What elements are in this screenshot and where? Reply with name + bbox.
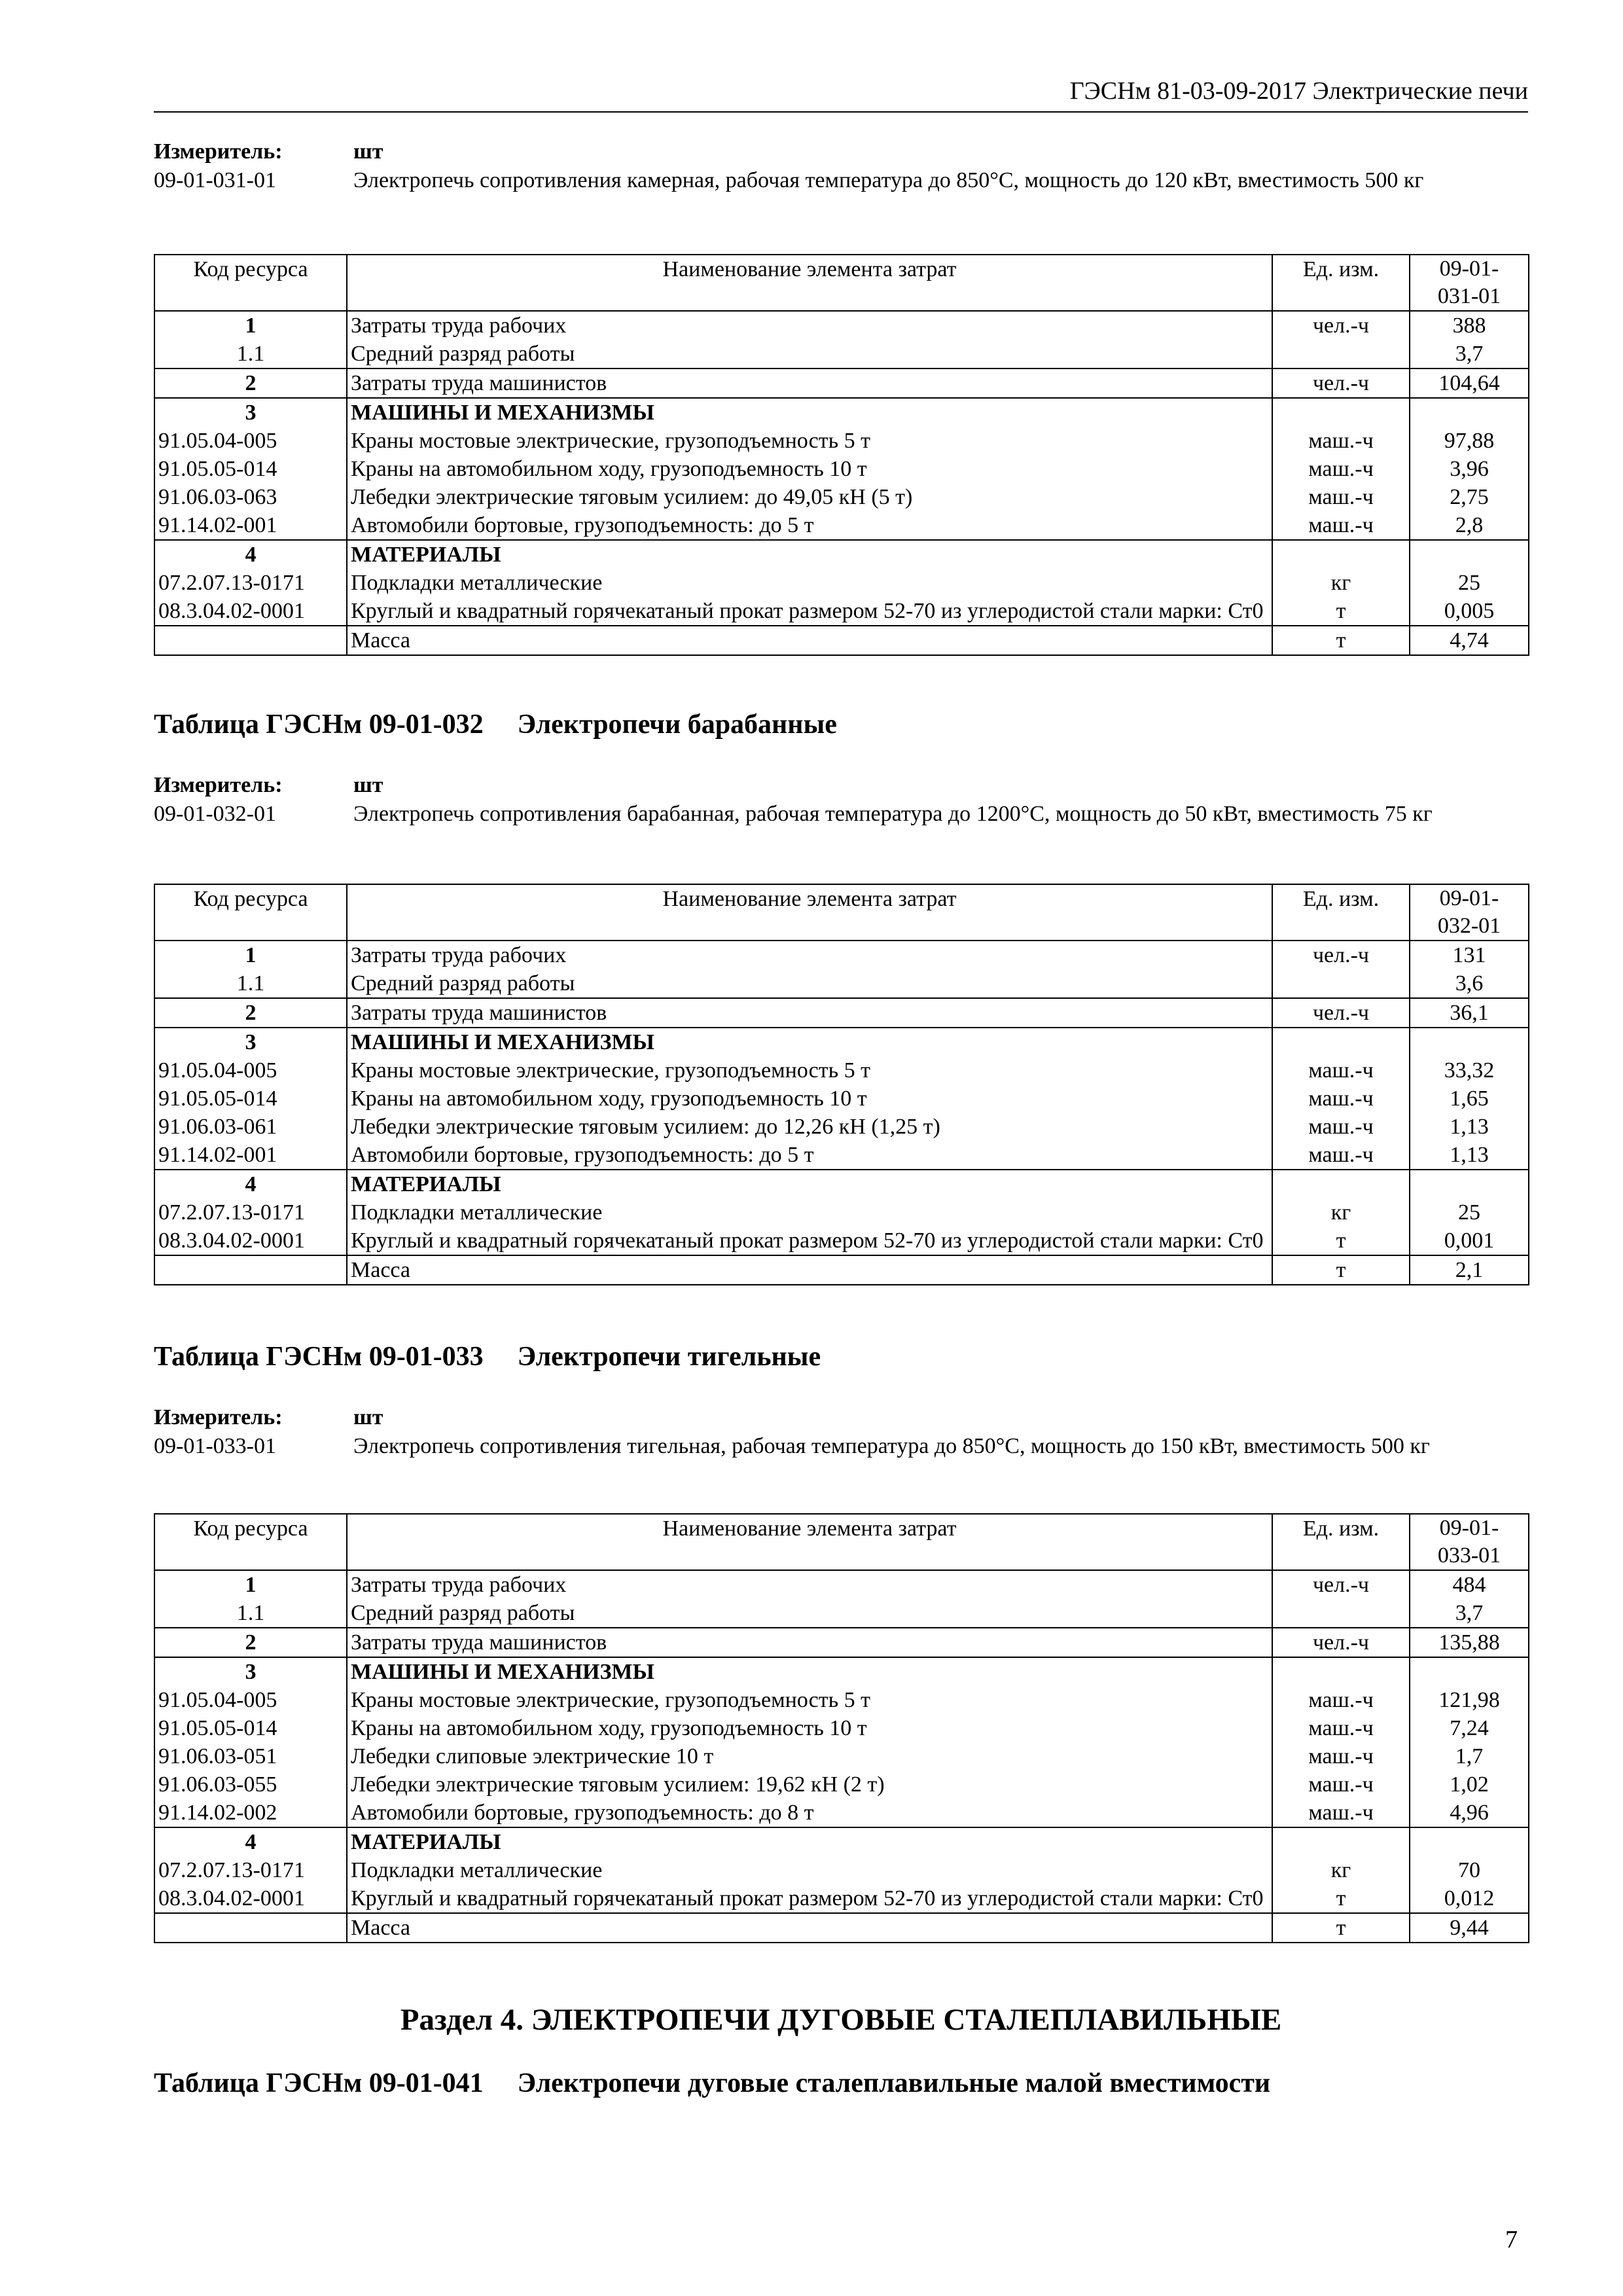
row-name: Затраты труда машинистов — [347, 368, 1272, 398]
row-unit: чел.-ч — [1272, 941, 1410, 969]
row-name: Масса — [347, 1255, 1272, 1285]
row-code: 91.14.02-002 — [154, 1799, 347, 1827]
table-name: Электропечи дуговые сталеплавильные малой вместимости — [517, 2068, 1271, 2098]
row-value: 1,13 — [1410, 1113, 1529, 1141]
row-value: 97,88 — [1410, 427, 1529, 455]
row-value: 7,24 — [1410, 1714, 1529, 1742]
row-unit: маш.-ч — [1272, 511, 1410, 540]
row-code: 91.05.05-014 — [154, 1714, 347, 1742]
table-number: Таблица ГЭСНм 09-01-041 — [154, 2068, 484, 2098]
row-unit: т — [1272, 597, 1410, 626]
table-title — [154, 2067, 1270, 2100]
row-code: 3 — [154, 1657, 347, 1686]
table-row — [154, 1227, 1529, 1255]
measurer-unit: шт — [353, 773, 383, 797]
row-name: Масса — [347, 1913, 1272, 1943]
measurer-block — [154, 137, 1528, 195]
row-name: Масса — [347, 626, 1272, 655]
row-name: Краны мостовые электрические, грузоподъемность 5 т — [347, 1686, 1272, 1714]
row-value: 121,98 — [1410, 1686, 1529, 1714]
col-code-header: Код ресурса — [154, 255, 347, 311]
row-name: Круглый и квадратный горячекатаный прокат размером 52-70 из углеродистой стали марки: Ст0 — [347, 1884, 1272, 1913]
row-unit — [1272, 1599, 1410, 1628]
measurer-label: Измеритель: — [154, 1405, 283, 1429]
table-row — [154, 1170, 1529, 1198]
table-row — [154, 1113, 1529, 1141]
row-name: Затраты труда машинистов — [347, 1628, 1272, 1657]
measurer-block — [154, 771, 1528, 829]
row-name: Краны мостовые электрические, грузоподъемность 5 т — [347, 427, 1272, 455]
resource-table-block — [154, 254, 1528, 656]
table-row — [154, 511, 1529, 540]
row-value: 104,64 — [1410, 368, 1529, 398]
table-header-row — [154, 1514, 1529, 1570]
table-row — [154, 1255, 1529, 1285]
row-unit: маш.-ч — [1272, 1085, 1410, 1113]
row-name: МАТЕРИАЛЫ — [347, 540, 1272, 569]
table-row — [154, 1686, 1529, 1714]
row-name: Средний разряд работы — [347, 1599, 1272, 1628]
row-name: МАТЕРИАЛЫ — [347, 1170, 1272, 1198]
resource-table — [154, 254, 1529, 656]
table-row — [154, 1599, 1529, 1628]
row-code — [154, 1255, 347, 1285]
table-row — [154, 455, 1529, 483]
row-code: 91.06.03-061 — [154, 1113, 347, 1141]
row-value: 3,7 — [1410, 340, 1529, 368]
row-value: 4,96 — [1410, 1799, 1529, 1827]
row-value: 0,001 — [1410, 1227, 1529, 1255]
page-header: ГЭСНм 81-03-09-2017 Электрические печи — [154, 72, 1528, 113]
row-name: Подкладки металлические — [347, 569, 1272, 597]
table-row — [154, 1799, 1529, 1827]
table-row — [154, 311, 1529, 340]
row-value: 2,75 — [1410, 483, 1529, 511]
table-row — [154, 1742, 1529, 1770]
row-unit: чел.-ч — [1272, 998, 1410, 1028]
row-code: 2 — [154, 368, 347, 398]
table-row — [154, 1141, 1529, 1170]
row-name: Лебедки слиповые электрические 10 т — [347, 1742, 1272, 1770]
table-row — [154, 569, 1529, 597]
measurer-block — [154, 1403, 1528, 1461]
table-row — [154, 1884, 1529, 1913]
row-value: 25 — [1410, 569, 1529, 597]
resource-table — [154, 1513, 1529, 1943]
row-code: 91.05.04-005 — [154, 1056, 347, 1085]
row-unit: маш.-ч — [1272, 1799, 1410, 1827]
table-title — [154, 1340, 821, 1373]
table-row — [154, 1714, 1529, 1742]
table-row — [154, 597, 1529, 626]
row-name: МАШИНЫ И МЕХАНИЗМЫ — [347, 398, 1272, 427]
row-code: 1.1 — [154, 969, 347, 998]
row-value: 33,32 — [1410, 1056, 1529, 1085]
row-value: 36,1 — [1410, 998, 1529, 1028]
row-unit: кг — [1272, 1198, 1410, 1227]
table-row — [154, 1056, 1529, 1085]
row-unit — [1272, 969, 1410, 998]
row-code: 08.3.04.02-0001 — [154, 1884, 347, 1913]
col-value-header: 09-01- 033-01 — [1410, 1514, 1529, 1570]
measurer-unit: шт — [353, 1405, 383, 1429]
row-value: 3,6 — [1410, 969, 1529, 998]
table-number: Таблица ГЭСНм 09-01-033 — [154, 1342, 484, 1372]
table-row — [154, 427, 1529, 455]
row-value: 388 — [1410, 311, 1529, 340]
row-name: Краны на автомобильном ходу, грузоподъемность 10 т — [347, 455, 1272, 483]
row-unit: т — [1272, 1913, 1410, 1943]
norm-code: 09-01-033-01 — [154, 1434, 276, 1458]
page-number: 7 — [1505, 2226, 1518, 2253]
row-name: Затраты труда машинистов — [347, 998, 1272, 1028]
row-name: МАШИНЫ И МЕХАНИЗМЫ — [347, 1657, 1272, 1686]
row-name: Затраты труда рабочих — [347, 1570, 1272, 1599]
row-name: МАШИНЫ И МЕХАНИЗМЫ — [347, 1028, 1272, 1056]
norm-code: 09-01-032-01 — [154, 802, 276, 826]
row-value: 0,005 — [1410, 597, 1529, 626]
section-title: Раздел 4. ЭЛЕКТРОПЕЧИ ДУГОВЫЕ СТАЛЕПЛАВИЛЬНЫЕ — [400, 2003, 1282, 2037]
row-code: 2 — [154, 998, 347, 1028]
row-unit: чел.-ч — [1272, 311, 1410, 340]
col-unit-header: Ед. изм. — [1272, 884, 1410, 941]
resource-table-block — [154, 884, 1528, 1285]
table-name: Электропечи барабанные — [517, 709, 837, 740]
table-row — [154, 398, 1529, 427]
table-row — [154, 540, 1529, 569]
table-row — [154, 1913, 1529, 1943]
measurer-unit: шт — [353, 139, 383, 164]
col-value-header: 09-01- 031-01 — [1410, 255, 1529, 311]
resource-table-block — [154, 1513, 1528, 1943]
row-code: 4 — [154, 1827, 347, 1856]
row-code: 91.05.05-014 — [154, 1085, 347, 1113]
row-code: 2 — [154, 1628, 347, 1657]
row-unit: т — [1272, 1884, 1410, 1913]
row-value: 25 — [1410, 1198, 1529, 1227]
row-unit: маш.-ч — [1272, 1770, 1410, 1799]
row-value: 131 — [1410, 941, 1529, 969]
row-name: Средний разряд работы — [347, 340, 1272, 368]
row-unit: т — [1272, 1227, 1410, 1255]
table-row — [154, 1570, 1529, 1599]
table-name: Электропечи тигельные — [517, 1342, 821, 1372]
row-unit: маш.-ч — [1272, 1141, 1410, 1170]
table-row — [154, 941, 1529, 969]
row-unit: т — [1272, 626, 1410, 655]
table-title — [154, 708, 837, 741]
row-unit: т — [1272, 1255, 1410, 1285]
row-name: Лебедки электрические тяговым усилием: до 12,26 кН (1,25 т) — [347, 1113, 1272, 1141]
row-unit: чел.-ч — [1272, 368, 1410, 398]
row-unit: маш.-ч — [1272, 1714, 1410, 1742]
row-value: 2,8 — [1410, 511, 1529, 540]
row-code: 1 — [154, 941, 347, 969]
table-row — [154, 1770, 1529, 1799]
row-value: 3,7 — [1410, 1599, 1529, 1628]
row-value: 2,1 — [1410, 1255, 1529, 1285]
table-row — [154, 483, 1529, 511]
row-name: Автомобили бортовые, грузоподъемность: до 5 т — [347, 1141, 1272, 1170]
table-row — [154, 1657, 1529, 1686]
row-value: 3,96 — [1410, 455, 1529, 483]
row-unit: маш.-ч — [1272, 1742, 1410, 1770]
row-name: Затраты труда рабочих — [347, 311, 1272, 340]
row-name: Краны на автомобильном ходу, грузоподъемность 10 т — [347, 1714, 1272, 1742]
row-code: 91.05.04-005 — [154, 427, 347, 455]
resource-table — [154, 884, 1529, 1285]
table-row — [154, 1856, 1529, 1884]
row-code: 07.2.07.13-0171 — [154, 1198, 347, 1227]
table-row — [154, 1628, 1529, 1657]
row-code: 1 — [154, 311, 347, 340]
row-code: 08.3.04.02-0001 — [154, 1227, 347, 1255]
row-unit: кг — [1272, 1856, 1410, 1884]
row-code: 4 — [154, 1170, 347, 1198]
row-value: 70 — [1410, 1856, 1529, 1884]
table-row — [154, 1028, 1529, 1056]
row-code — [154, 1913, 347, 1943]
row-code: 07.2.07.13-0171 — [154, 569, 347, 597]
row-value: 135,88 — [1410, 1628, 1529, 1657]
norm-code: 09-01-031-01 — [154, 168, 276, 192]
row-code: 91.05.04-005 — [154, 1686, 347, 1714]
col-value-header: 09-01- 032-01 — [1410, 884, 1529, 941]
row-code: 91.05.05-014 — [154, 455, 347, 483]
table-row — [154, 1198, 1529, 1227]
row-code: 1.1 — [154, 340, 347, 368]
row-unit: кг — [1272, 569, 1410, 597]
row-code: 4 — [154, 540, 347, 569]
row-unit: маш.-ч — [1272, 1113, 1410, 1141]
col-name-header: Наименование элемента затрат — [347, 1514, 1272, 1570]
row-code: 08.3.04.02-0001 — [154, 597, 347, 626]
row-name: Подкладки металлические — [347, 1856, 1272, 1884]
col-name-header: Наименование элемента затрат — [347, 255, 1272, 311]
table-header-row — [154, 255, 1529, 311]
col-unit-header: Ед. изм. — [1272, 255, 1410, 311]
row-value: 484 — [1410, 1570, 1529, 1599]
row-name: Подкладки металлические — [347, 1198, 1272, 1227]
row-unit: маш.-ч — [1272, 455, 1410, 483]
row-name: Лебедки электрические тяговым усилием: до 49,05 кН (5 т) — [347, 483, 1272, 511]
row-code: 3 — [154, 1028, 347, 1056]
row-code: 91.06.03-063 — [154, 483, 347, 511]
row-code: 91.14.02-001 — [154, 1141, 347, 1170]
row-value: 9,44 — [1410, 1913, 1529, 1943]
table-number: Таблица ГЭСНм 09-01-032 — [154, 709, 484, 740]
col-code-header: Код ресурса — [154, 884, 347, 941]
row-value: 4,74 — [1410, 626, 1529, 655]
row-unit: маш.-ч — [1272, 427, 1410, 455]
row-name: Средний разряд работы — [347, 969, 1272, 998]
row-unit: чел.-ч — [1272, 1570, 1410, 1599]
row-name: Краны на автомобильном ходу, грузоподъемность 10 т — [347, 1085, 1272, 1113]
row-code: 3 — [154, 398, 347, 427]
row-name: Автомобили бортовые, грузоподъемность: до 8 т — [347, 1799, 1272, 1827]
table-row — [154, 626, 1529, 655]
row-code: 91.14.02-001 — [154, 511, 347, 540]
row-value: 1,13 — [1410, 1141, 1529, 1170]
table-row — [154, 1085, 1529, 1113]
row-value: 1,02 — [1410, 1770, 1529, 1799]
row-name: Лебедки электрические тяговым усилием: 19,62 кН (2 т) — [347, 1770, 1272, 1799]
table-header-row — [154, 884, 1529, 941]
row-code: 1.1 — [154, 1599, 347, 1628]
row-unit: маш.-ч — [1272, 483, 1410, 511]
row-value: 0,012 — [1410, 1884, 1529, 1913]
row-value: 1,65 — [1410, 1085, 1529, 1113]
col-name-header: Наименование элемента затрат — [347, 884, 1272, 941]
col-unit-header: Ед. изм. — [1272, 1514, 1410, 1570]
col-code-header: Код ресурса — [154, 1514, 347, 1570]
row-name: Автомобили бортовые, грузоподъемность: до 5 т — [347, 511, 1272, 540]
row-code — [154, 626, 347, 655]
table-row — [154, 1827, 1529, 1856]
row-code: 1 — [154, 1570, 347, 1599]
row-code: 91.06.03-055 — [154, 1770, 347, 1799]
table-row — [154, 368, 1529, 398]
row-name: Затраты труда рабочих — [347, 941, 1272, 969]
row-name: Круглый и квадратный горячекатаный прокат размером 52-70 из углеродистой стали марки: Ст0 — [347, 597, 1272, 626]
measurer-label: Измеритель: — [154, 139, 283, 164]
table-row — [154, 340, 1529, 368]
norm-description: Электропечь сопротивления камерная, рабочая температура до 850°C, мощность до 120 кВт, вместимость 500 кг — [353, 168, 1424, 192]
measurer-label: Измеритель: — [154, 773, 283, 797]
row-name: Краны мостовые электрические, грузоподъемность 5 т — [347, 1056, 1272, 1085]
row-code: 91.06.03-051 — [154, 1742, 347, 1770]
row-value: 1,7 — [1410, 1742, 1529, 1770]
row-name: Круглый и квадратный горячекатаный прокат размером 52-70 из углеродистой стали марки: Ст0 — [347, 1227, 1272, 1255]
row-code: 07.2.07.13-0171 — [154, 1856, 347, 1884]
row-unit — [1272, 340, 1410, 368]
row-unit: маш.-ч — [1272, 1056, 1410, 1085]
row-unit: маш.-ч — [1272, 1686, 1410, 1714]
norm-description: Электропечь сопротивления барабанная, рабочая температура до 1200°C, мощность до 50 кВт, вместимость 75 кг — [353, 802, 1433, 826]
row-name: МАТЕРИАЛЫ — [347, 1827, 1272, 1856]
row-unit: чел.-ч — [1272, 1628, 1410, 1657]
table-row — [154, 998, 1529, 1028]
table-row — [154, 969, 1529, 998]
norm-description: Электропечь сопротивления тигельная, рабочая температура до 850°C, мощность до 150 кВт, вместимость 500 кг — [353, 1434, 1430, 1458]
